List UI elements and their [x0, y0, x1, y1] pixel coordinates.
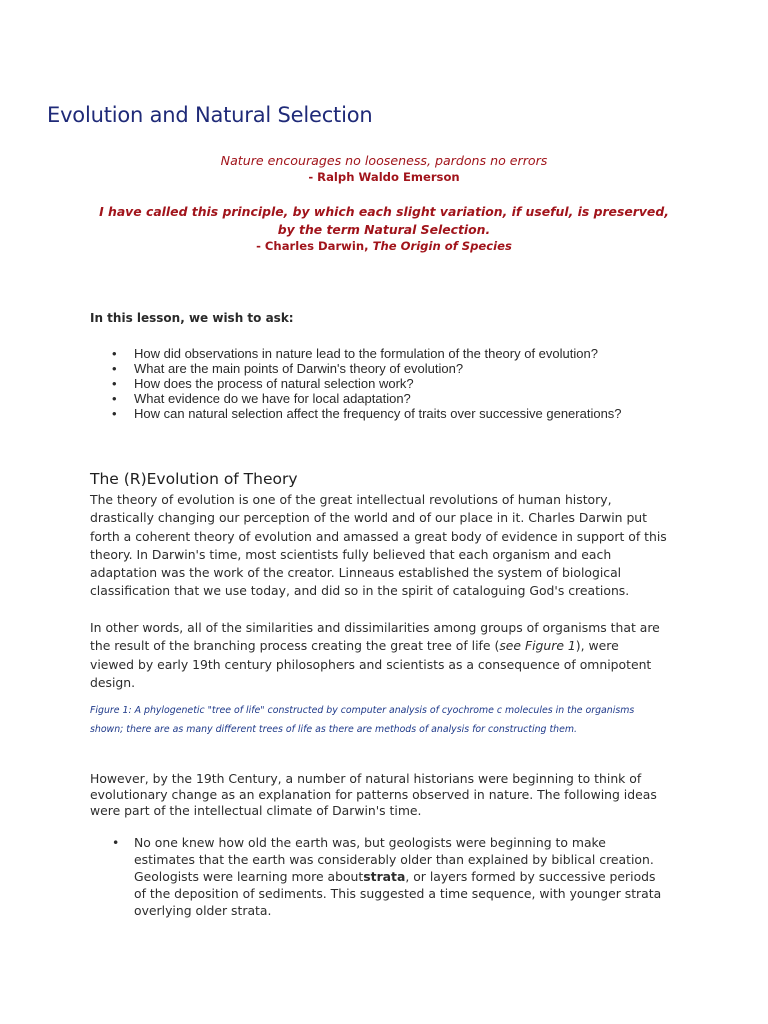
list-item [112, 834, 672, 919]
idea-line: of the deposition of sediments. This suggested a time sequence, with younger strata [134, 886, 662, 901]
paragraph-line: viewed by early 19th century philosophers and scientists as a consequence of omnipotent [90, 656, 652, 672]
page-title: Evolution and Natural Selection [47, 103, 373, 127]
darwin-attribution-name: - Charles Darwin, [256, 239, 373, 253]
paragraph-line: theory. In Darwin's time, most scientists fully believed that each organism and each [90, 546, 612, 562]
paragraph-line: ), were [575, 638, 619, 654]
list-item: • How can natural selection affect the frequency of traits over successive generations? [112, 406, 622, 421]
figure-caption [90, 701, 690, 739]
list-item: • How does the process of natural selection work? [112, 376, 622, 391]
darwin-quote [0, 203, 768, 239]
figure-reference: see Figure 1 [499, 638, 576, 654]
caption-line: shown; there are as many different trees of life as there are methods of analysis for constructing them. [90, 724, 577, 735]
paragraph-line: the result of the branching process creating the great tree of life ( [90, 638, 500, 654]
paragraph-line: In other words, all of the similarities and dissimilarities among groups of organisms that are [90, 620, 660, 635]
darwin-attribution [0, 238, 768, 255]
nineteenth-century-paragraph [90, 771, 690, 819]
paragraph-line: design. [90, 674, 136, 690]
intro-paragraph [90, 491, 690, 601]
darwin-quote-line-2: by the term Natural Selection. [277, 222, 491, 237]
idea-line: No one knew how old the earth was, but geologists were beginning to make [134, 835, 606, 850]
ideas-list [112, 834, 672, 919]
paragraph-line: adaptation was the work of the creator. Linneaus established the system of biological [90, 565, 622, 581]
list-item: • How did observations in nature lead to the formulation of the theory of evolution? [112, 346, 622, 361]
paragraph-line: classification that we use today, and did so in the spirit of cataloguing God's creations. [90, 583, 630, 599]
paragraph-line: The theory of evolution is one of the great intellectual revolutions of human history, [90, 492, 612, 507]
tree-of-life-paragraph [90, 619, 690, 692]
paragraph-line: drastically changing our perception of the world and of our place in it. Charles Darwin put [90, 510, 648, 526]
idea-line: , or layers formed by successive periods [405, 869, 656, 884]
paragraph-line: evolutionary change as an explanation for patterns observed in nature. The following ideas [90, 787, 657, 802]
paragraph-line: However, by the 19th Century, a number of natural historians were beginning to think of [90, 771, 642, 786]
idea-line: Geologists were learning more about [134, 869, 364, 884]
list-item: • What evidence do we have for local adaptation? [112, 391, 622, 406]
emerson-quote: Nature encourages no looseness, pardons no errors [220, 153, 548, 168]
strata-term: strata [363, 869, 406, 884]
lesson-questions-list [112, 346, 622, 421]
darwin-attribution-work: The Origin of Species [372, 239, 512, 253]
paragraph-line: were part of the intellectual climate of Darwin's time. [90, 803, 422, 818]
caption-line: Figure 1: A phylogenetic "tree of life" constructed by computer analysis of cyochrome c molecules in the organisms [90, 705, 635, 716]
paragraph-line: forth a coherent theory of evolution and amassed a great body of evidence in support of this [90, 528, 667, 544]
emerson-attribution: - Ralph Waldo Emerson [308, 170, 460, 184]
darwin-quote-line-1: I have called this principle, by which each slight variation, if useful, is preserved, [99, 204, 669, 219]
idea-line: overlying older strata. [134, 903, 272, 918]
list-item: • What are the main points of Darwin's theory of evolution? [112, 361, 622, 376]
section-heading: The (R)Evolution of Theory [90, 470, 298, 488]
idea-line: estimates that the earth was considerably older than explained by biblical creation. [134, 852, 654, 867]
lesson-questions-heading: In this lesson, we wish to ask: [90, 311, 294, 325]
